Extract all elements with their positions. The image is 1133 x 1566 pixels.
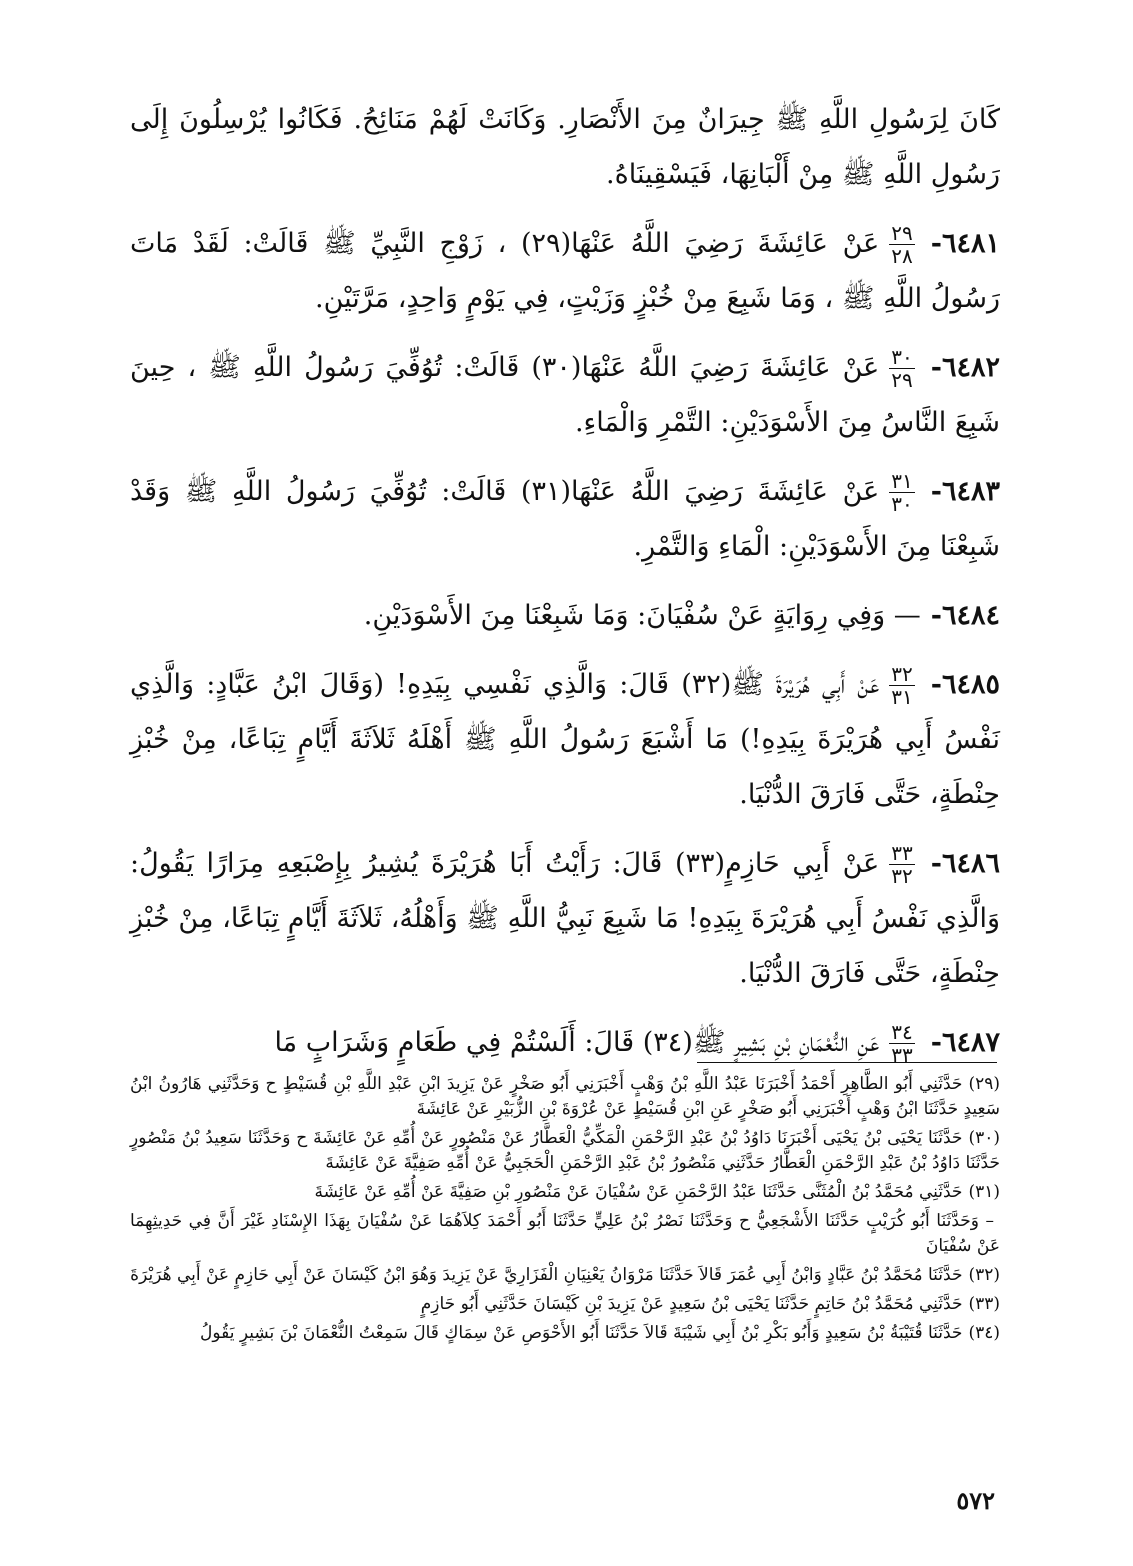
hadith-number: ٦٤٨٢- — [930, 352, 1001, 383]
footnote-number: (٢٩) — [968, 1074, 1000, 1094]
hadith-text: عَنِ النُّعْمَانِ بْنِ بَشِيرٍ ﷺ(٣٤) قَالَ: أَلَسْتُمْ فِي طَعَامٍ وَشَرَابٍ مَا — [274, 1027, 880, 1058]
footnote-33 — [130, 1292, 1000, 1317]
hadith-number: ٦٤٨٦- — [930, 848, 1000, 879]
hadith-number: ٦٤٨٤- — [930, 600, 1000, 631]
hadith-number: ٦٤٨٣- — [930, 476, 1000, 507]
cross-reference-fraction: $\frac{٣٠}{٢٩}$ — [891, 345, 913, 392]
hadith-text: عَنْ عَائِشَةَ رَضِيَ اللَّهُ عَنْهَا(٣١) قَالَتْ: تُوُفِّيَ رَسُولُ اللَّهِ ﷺ وَقَدْ شَبِعْنَا مِنَ الأَسْوَدَيْنِ: الْمَاءِ وَالتَّمْرِ. — [130, 476, 1000, 562]
cross-reference-fraction: $\frac{٢٩}{٢٨}$ — [891, 221, 913, 268]
footnote-number: (٣٣) — [968, 1294, 1000, 1314]
hadith-text: عَنْ عَائِشَةَ رَضِيَ اللَّهُ عَنْهَا(٢٩) ، زَوْجِ النَّبِيِّ ﷺ قَالَتْ: لَقَدْ مَاتَ رَسُولُ اللَّهِ ﷺ ، وَمَا شَبِعَ مِنْ خُبْزٍ وَزَيْتٍ، فِي يَوْمٍ وَاحِدٍ، مَرَّتَيْنِ. — [130, 228, 1000, 314]
hadith-6485 — [130, 657, 1000, 822]
hadith-number: ٦٤٨١- — [930, 228, 1001, 259]
footnote-number: (٣٠) — [968, 1128, 1000, 1148]
footnote-31-continuation — [130, 1209, 1000, 1259]
footnote-number: (٣٢) — [968, 1265, 1000, 1285]
cross-reference-fraction: $\frac{٣٣}{٣٢}$ — [891, 841, 913, 888]
hadith-number: ٦٤٨٧- — [930, 1027, 1000, 1058]
hadith-6481 — [130, 216, 1000, 326]
footnote-text: حَدَّثَنِي أَبُو الطَّاهِرِ أَحْمَدُ أَخْبَرَنَا عَبْدُ اللَّهِ بْنُ وَهْبٍ أَخْبَرَنِي أَبُو صَخْرٍ عَنْ يَزِيدَ ابْنِ عَبْدِ اللَّهِ بْنِ قُسَيْطٍ ح وَحَدَّثَنِي هَارُونُ ابْنُ سَعِيدٍ حَدَّثَنَا ابْنُ وَهْبٍ أَخْبَرَنِي أَبُو صَخْرٍ عَنِ ابْنِ قُسَيْطٍ عَنْ عُرْوَةَ بْنِ الزُّبَيْرِ عَنْ عَائِشَةَ — [130, 1074, 1000, 1119]
hadith-text: عَنْ أَبِي حَازِمٍ(٣٣) قَالَ: رَأَيْتُ أَبَا هُرَيْرَةَ يُشِيرُ بِإِصْبَعِهِ مِرَارًا يَقُولُ: وَالَّذِي نَفْسُ أَبِي هُرَيْرَةَ بِيَدِهِ! مَا شَبِعَ نَبِيُّ اللَّهِ ﷺ وَأَهْلُهُ، ثَلاَثَةَ أَيَّامٍ تِبَاعًا، مِنْ خُبْزِ حِنْطَةٍ، حَتَّى فَارَقَ الدُّنْيَا. — [130, 848, 1000, 989]
hadith-text: عَنْ عَائِشَةَ رَضِيَ اللَّهُ عَنْهَا(٣٠) قَالَتْ: تُوُفِّيَ رَسُولُ اللَّهِ ﷺ ، حِينَ شَبِعَ النَّاسُ مِنَ الأَسْوَدَيْنِ: التَّمْرِ وَالْمَاءِ. — [130, 352, 1000, 438]
hadith-6482 — [130, 340, 1000, 450]
footnote-number: (٣١) — [968, 1182, 1000, 1202]
cross-reference-fraction: $\frac{٣٤}{٣٣}$ — [891, 1020, 913, 1067]
footnote-number: (٣٤) — [968, 1323, 1000, 1343]
footnote-text: حَدَّثَنِي مُحَمَّدُ بْنُ الْمُثَنَّى حَدَّثَنَا عَبْدُ الرَّحْمَنِ عَنْ سُفْيَانَ عَنْ مَنْصُورِ بْنِ صَفِيَّةَ عَنْ أُمِّهِ عَنْ عَائِشَةَ — [314, 1182, 963, 1202]
intro-paragraph: كَانَ لِرَسُولِ اللَّهِ ﷺ جِيرَانٌ مِنَ الأَنْصَارِ. وَكَانَتْ لَهُمْ مَنَائِحُ. فَكَانُوا يُرْسِلُونَ إِلَى رَسُولِ اللَّهِ ﷺ مِنْ أَلْبَانِهَا، فَيَسْقِينَاهُ. — [130, 104, 1000, 190]
footnote-text: حَدَّثَنَا مُحَمَّدُ بْنُ عَبَّادٍ وَابْنُ أَبِي عُمَرَ قَالاَ حَدَّثَنَا مَرْوَانُ يَعْنِيَانِ الْفَزَارِيَّ عَنْ يَزِيدَ وَهُوَ ابْنُ كَيْسَانَ عَنْ أَبِي حَازِمٍ عَنْ أَبِي هُرَيْرَةَ — [130, 1265, 963, 1285]
hadith-6484 — [130, 588, 1000, 643]
footnote-34 — [130, 1321, 1000, 1346]
main-text — [130, 92, 1000, 1084]
footnote-text: – وَحَدَّثَنَا أَبُو كُرَيْبٍ حَدَّثَنَا الأَشْجَعِيُّ ح وَحَدَّثَنَا نَصْرُ بْنُ عَلِيٍّ حَدَّثَنَا أَبُو أَحْمَدَ كِلاَهُمَا عَنْ سُفْيَانَ بِهَذَا الإِسْنَادِ غَيْرَ أَنَّ فِي حَدِيثِهِمَا عَنْ سُفْيَانَ — [130, 1211, 1000, 1256]
hadith-6483 — [130, 464, 1000, 574]
page-number: ٥٧٢ — [956, 1486, 995, 1515]
cross-reference-fraction: $\frac{٣٢}{٣١}$ — [891, 662, 913, 709]
hadith-text: عَنْ أَبِي هُرَيْرَةَ ﷺ(٣٢) قَالَ: وَالَّذِي نَفْسِي بِيَدِهِ! (وَقَالَ ابْنُ عَبَّادٍ: وَالَّذِي نَفْسُ أَبِي هُرَيْرَةَ بِيَدِهِ!) مَا أَشْبَعَ رَسُولُ اللَّهِ ﷺ أَهْلَهُ ثَلاَثَةَ أَيَّامٍ تِبَاعًا، مِنْ خُبْزِ حِنْطَةٍ، حَتَّى فَارَقَ الدُّنْيَا. — [130, 669, 1000, 810]
footnote-text: حَدَّثَنَا قُتَيْبَةُ بْنُ سَعِيدٍ وَأَبُو بَكْرِ بْنُ أَبِي شَيْبَةَ قَالاَ حَدَّثَنَا أَبُو الأَحْوَصِ عَنْ سِمَاكٍ قَالَ سَمِعْتُ النُّعْمَانَ بْنَ بَشِيرٍ يَقُولُ — [200, 1323, 963, 1343]
footnote-29 — [130, 1072, 1000, 1122]
hadith-text: — وَفِي رِوَايَةٍ عَنْ سُفْيَانَ: وَمَا شَبِعْنَا مِنَ الأَسْوَدَيْنِ. — [363, 600, 921, 631]
footnote-31 — [130, 1180, 1000, 1205]
hadith-6486 — [130, 836, 1000, 1001]
cross-reference-fraction: $\frac{٣١}{٣٠}$ — [891, 469, 913, 516]
footnote-32 — [130, 1263, 1000, 1288]
footnote-30 — [130, 1126, 1000, 1176]
hadith-number: ٦٤٨٥- — [930, 669, 1001, 700]
footnote-text: حَدَّثَنَا يَحْيَى بْنُ يَحْيَى أَخْبَرَنَا دَاوُدُ بْنُ عَبْدِ الرَّحْمَنِ الْمَكِّيُّ الْعَطَّارُ عَنْ مَنْصُورٍ عَنْ أُمِّهِ عَنْ عَائِشَةَ ح وَحَدَّثَنَا سَعِيدُ بْنُ مَنْصُورٍ حَدَّثَنَا دَاوُدُ بْنُ عَبْدِ الرَّحْمَنِ الْعَطَّارُ حَدَّثَنِي مَنْصُورُ بْنُ عَبْدِ الرَّحْمَنِ الْحَجَبِيُّ عَنْ أُمِّهِ صَفِيَّةَ عَنْ عَائِشَةَ — [130, 1128, 1000, 1173]
footnote-divider — [697, 1062, 997, 1063]
footnote-text: حَدَّثَنِي مُحَمَّدُ بْنُ حَاتِمٍ حَدَّثَنَا يَحْيَى بْنُ سَعِيدٍ عَنْ يَزِيدَ بْنِ كَيْسَانَ حَدَّثَنِي أَبُو حَازِمٍ — [420, 1294, 963, 1314]
footnotes — [130, 1072, 1000, 1350]
